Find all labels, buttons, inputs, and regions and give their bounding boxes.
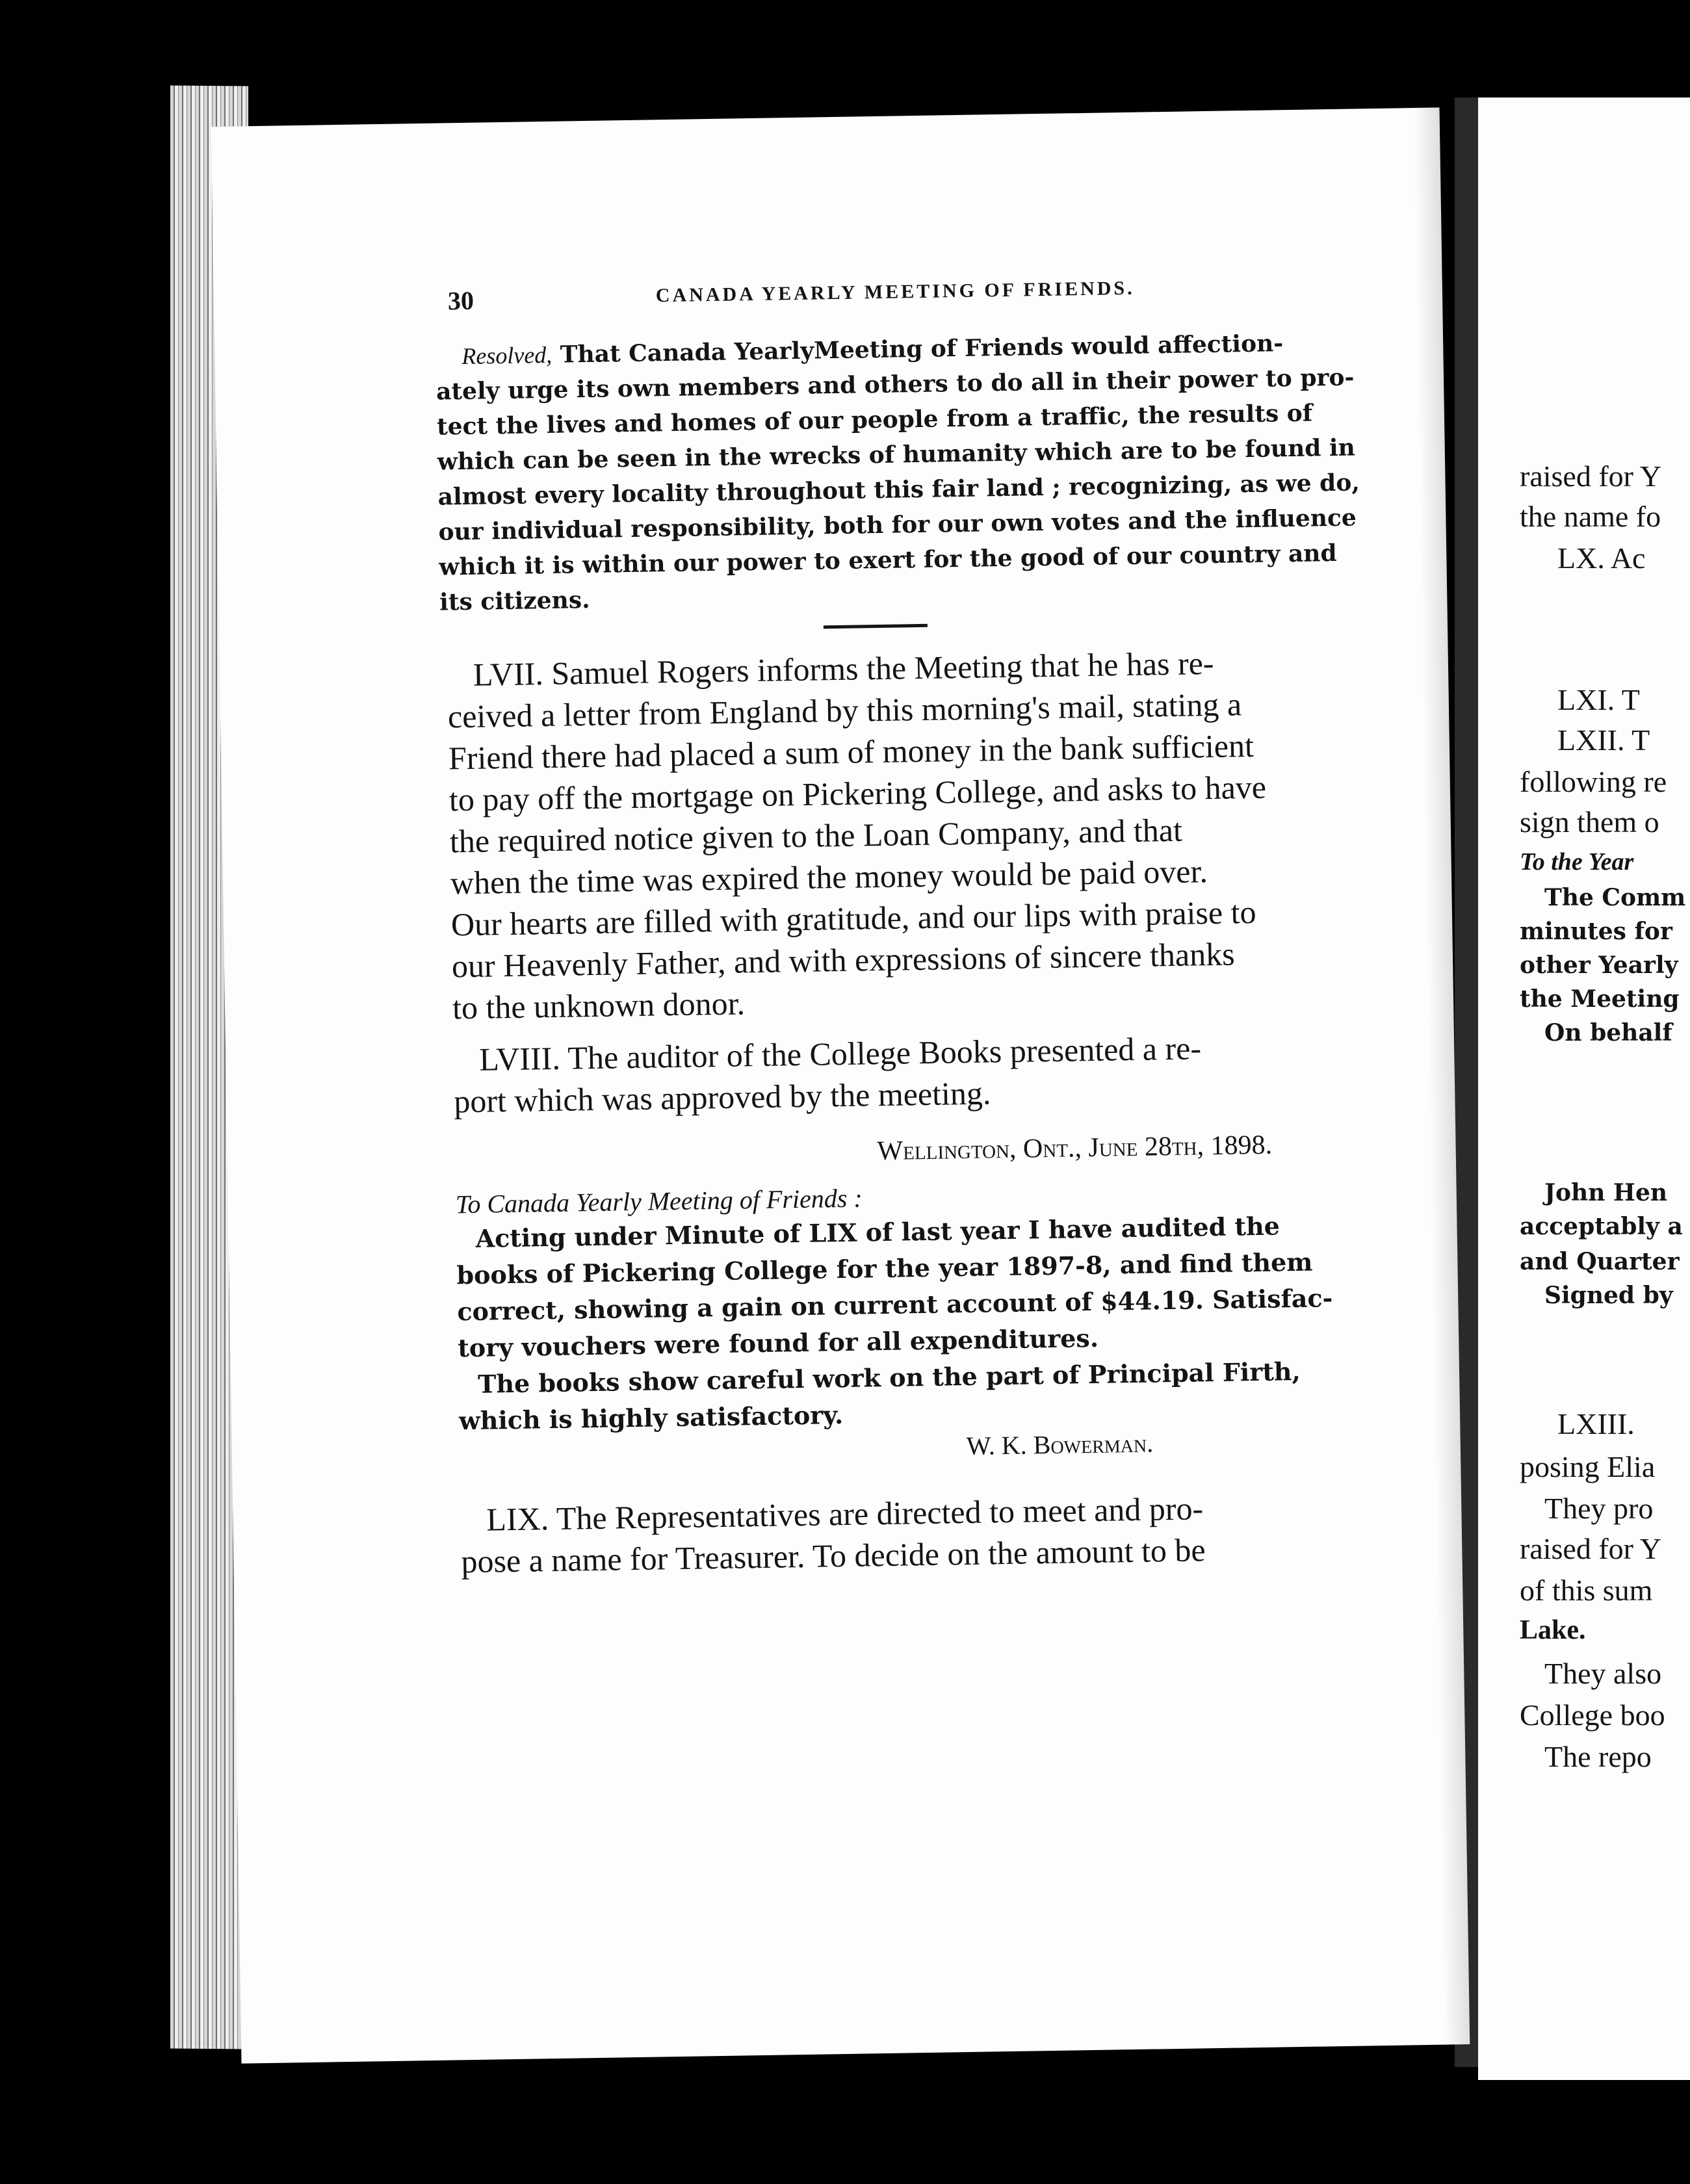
minute-line: to the unknown donor.	[452, 985, 746, 1026]
right-page-line: Signed by	[1544, 1282, 1673, 1309]
resolution-line: its citizens.	[439, 586, 590, 616]
right-page-line: minutes for	[1520, 918, 1672, 945]
minute-line: LVIII. The auditor of the College Books presented a re-	[478, 1030, 1202, 1078]
right-page-line: LXI. T	[1557, 683, 1640, 716]
resolution-line: which it is within our power to exert for the good of our country and	[439, 539, 1337, 581]
right-page-line: To the Year	[1520, 848, 1634, 876]
report-line: tory vouchers were found for all expenditures.	[457, 1323, 1099, 1363]
right-page-line: raised for Y	[1520, 460, 1661, 493]
minute-line: the required notice given to the Loan Company, and that	[449, 811, 1183, 860]
left-page	[211, 107, 1470, 2063]
right-page-line: sign them o	[1520, 805, 1659, 838]
resolution-line: our individual responsibility, both for our own votes and the influence	[438, 504, 1357, 546]
report-line: Acting under Minute of LIX of last year I have audited the	[475, 1211, 1280, 1253]
minute-line: Friend there had placed a sum of money in the bank sufficient	[448, 727, 1254, 777]
right-page-line: following re	[1520, 765, 1667, 798]
right-page-line: John Hen	[1544, 1179, 1668, 1206]
right-page-line: They also	[1544, 1657, 1662, 1690]
resolution-line: tect the lives and homes of our people from a traffic, the results of	[436, 399, 1313, 441]
right-page-line: LXIII.	[1557, 1407, 1635, 1440]
minute-line: LIX. The Representatives are directed to meet and pro-	[486, 1490, 1204, 1538]
right-page-line: The Comm	[1544, 884, 1686, 911]
right-page-line: The repo	[1544, 1740, 1652, 1773]
right-page-line: They pro	[1544, 1492, 1654, 1525]
minute-line: our Heavenly Father, and with expressions of sincere thanks	[451, 935, 1235, 985]
minute-line: port which was approved by the meeting.	[453, 1074, 991, 1120]
right-page-line: the name fo	[1520, 500, 1661, 533]
minute-line: to pay off the mortgage on Pickering College, and asks to have	[448, 768, 1267, 818]
section-divider	[824, 624, 928, 629]
report-line: books of Pickering College for the year 1897-8, and find them	[456, 1247, 1313, 1290]
right-page-line: On behalf	[1544, 1019, 1672, 1046]
minute-line: pose a name for Treasurer. To decide on the amount to be	[460, 1531, 1206, 1580]
resolution-line: which can be seen in the wrecks of humanity which are to be found in	[437, 434, 1356, 476]
running-head-title: CANADA YEARLY MEETING OF FRIENDS.	[655, 277, 1135, 307]
resolution-line: ately urge its own members and others to do all in their power to pro-	[436, 363, 1355, 406]
right-page-line: of this sum	[1520, 1574, 1653, 1607]
resolution-line: almost every locality throughout this fair land ; recognizing, as we do,	[437, 469, 1360, 511]
right-page-line: LX. Ac	[1557, 541, 1646, 575]
right-page-line: other Yearly	[1520, 952, 1678, 979]
minute-line: when the time was expired the money would be paid over.	[450, 853, 1208, 902]
minute-line: ceived a letter from England by this morning's mail, stating a	[447, 686, 1242, 735]
report-signature: W. K. Bowerman.	[966, 1428, 1154, 1461]
report-dateline: Wellington, Ont., June 28th, 1898.	[877, 1130, 1273, 1167]
report-line: correct, showing a gain on current account of $44.19. Satisfac-	[457, 1283, 1333, 1327]
right-page-line: and Quarter	[1520, 1248, 1680, 1275]
resolution-line: Resolved, That Canada YearlyMeeting of Friends would affection-	[461, 330, 1284, 370]
page-number: 30	[447, 285, 474, 316]
minute-line: Our hearts are filled with gratitude, and our lips with praise to	[450, 893, 1256, 943]
minute-line: LVII. Samuel Rogers informs the Meeting that he has re-	[473, 644, 1214, 693]
right-page	[1478, 98, 1690, 2080]
right-page-line: raised for Y	[1520, 1532, 1661, 1565]
right-page-line: acceptably a	[1520, 1213, 1683, 1240]
report-line: The books show careful work on the part of Principal Firth,	[477, 1356, 1301, 1399]
running-head	[214, 270, 1443, 328]
right-page-line: posing Elia	[1520, 1450, 1656, 1483]
right-page-line: Lake.	[1520, 1615, 1586, 1645]
report-salutation: To Canada Yearly Meeting of Friends :	[455, 1183, 863, 1219]
right-page-line: College boo	[1520, 1698, 1665, 1732]
report-line: which is highly satisfactory.	[458, 1399, 844, 1436]
right-page-line: LXII. T	[1557, 723, 1650, 757]
right-page-line: the Meeting	[1520, 985, 1680, 1013]
